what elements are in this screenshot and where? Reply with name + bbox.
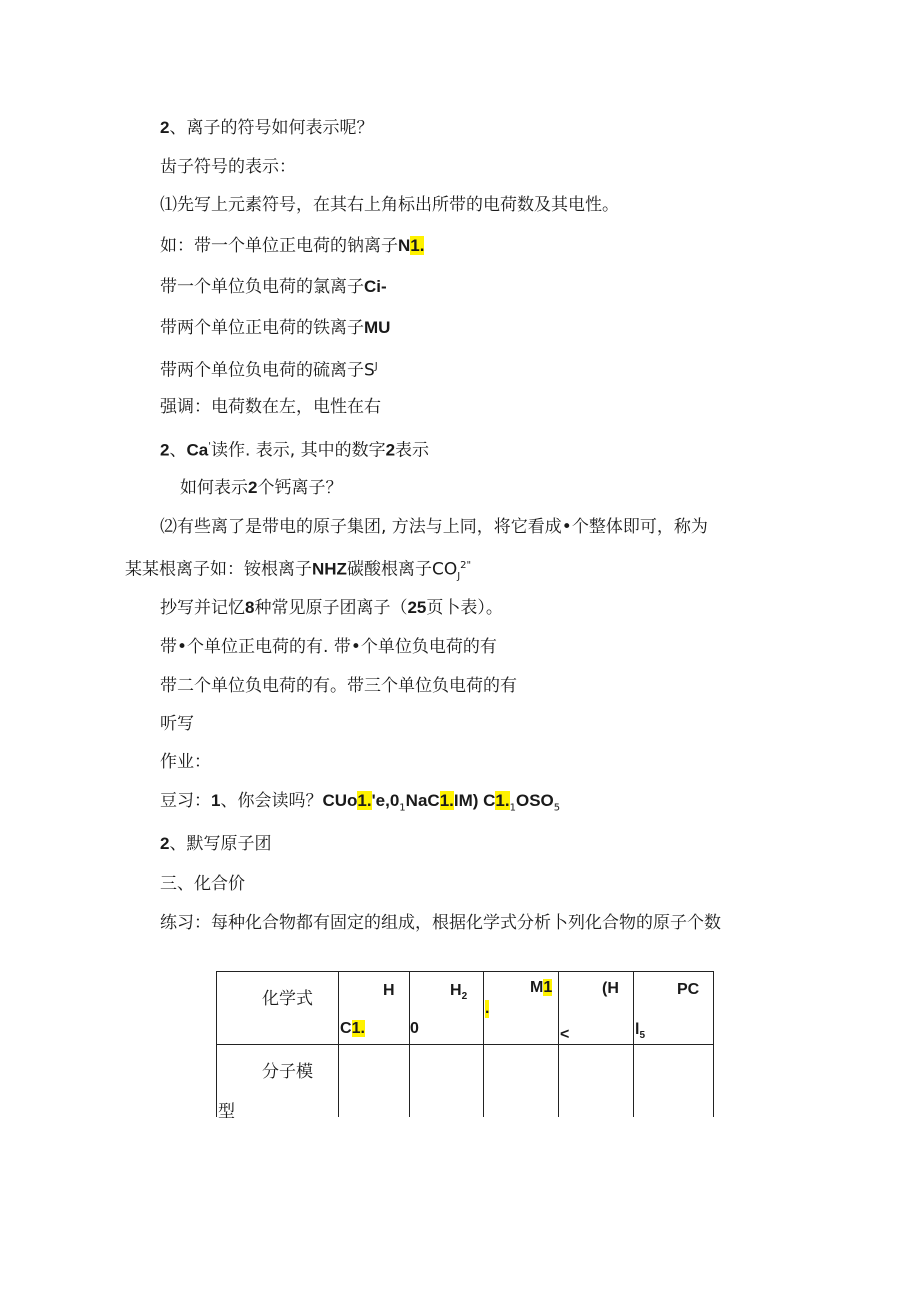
formula-table bbox=[216, 971, 714, 1122]
line-homework: 作业： bbox=[160, 752, 211, 772]
cell-model-4 bbox=[559, 1045, 634, 1118]
line-two-calcium: 如何表示2个钙离子？ bbox=[180, 478, 343, 498]
cell-h2o: $H_2$ 0 bbox=[410, 972, 484, 1045]
cell-model-label: 分子模 型 bbox=[217, 1045, 339, 1118]
cell-pcl5: PC $l_5$ bbox=[634, 972, 714, 1045]
line-charge-two-three: 带二个单位负电荷的有。带三个单位负电荷的有 bbox=[160, 676, 517, 696]
line-sulfide-example: 带两个单位负电荷的硫离子$S^J$ bbox=[160, 360, 378, 381]
cell-model-3 bbox=[484, 1045, 559, 1118]
line-sodium-example: 如：带一个单位正电荷的钠离子N1. bbox=[160, 236, 425, 256]
line-iron-example: 带两个单位正电荷的铁离子MU bbox=[160, 318, 391, 338]
line-charge-one: 带•个单位正电荷的有. 带•个单位负电荷的有 bbox=[160, 637, 497, 657]
cell-formula-label: 化学式 bbox=[217, 972, 339, 1045]
cell-ch4: (H < bbox=[559, 972, 634, 1045]
cell-hcl: H C1. bbox=[339, 972, 410, 1045]
line-exercise-instruction: 练习：每种化合物都有固定的组成，根据化学式分析卜列化合物的原子个数 bbox=[160, 913, 721, 933]
line-recite-radicals: 2、默写原子团 bbox=[160, 834, 272, 854]
line-rule-1: ⑴先写上元素符号，在其右上角标出所带的电荷数及其电性。 bbox=[160, 195, 619, 215]
line-rule-2: ⑵有些离了是带电的原子集团, 方法与上同，将它看成•个整体即可，称为 bbox=[160, 517, 708, 537]
cell-mg: M1 . bbox=[484, 972, 559, 1045]
line-dictation: 听写 bbox=[160, 714, 194, 734]
line-radical-examples: 某某根离子如：铵根离子NHZ碳酸根离子$CO_J^{2"}$ bbox=[125, 559, 472, 583]
line-review-exercise: 豆习：1、你会读吗？$CUo1.'e,0_1NaC1.IM$) $C1._1OSO_5$ bbox=[160, 791, 561, 814]
line-ion-symbol-question: 2、离子的符号如何表示呢？ bbox=[160, 118, 374, 138]
line-chloride-example: 带一个单位负电荷的氯离子Ci- bbox=[160, 277, 387, 297]
cell-model-1 bbox=[339, 1045, 410, 1118]
section-valence-heading: 三、化合价 bbox=[160, 874, 245, 894]
line-copy-memorize: 抄写并记忆8种常见原子团离子（25页卜表）。 bbox=[160, 598, 503, 618]
line-emphasis: 强调：电荷数在左，电性在右 bbox=[160, 397, 381, 417]
cell-model-5 bbox=[634, 1045, 714, 1118]
line-ion-symbol-heading: 齿子符号的表示： bbox=[160, 157, 296, 177]
cell-model-2 bbox=[410, 1045, 484, 1118]
line-calcium-reading: 2、Ca'读作. 表示, 其中的数字2表示 bbox=[160, 440, 430, 461]
